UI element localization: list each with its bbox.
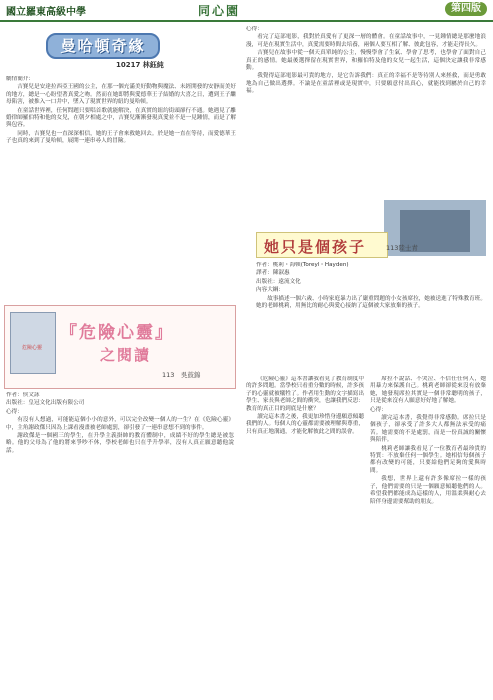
paragraph: 有沒有人想過，可能能這個小小的意外，可以完全改變一個人的一生？在《危險心靈》中，主角謝政傑只因為上課看漫畫被老師處罰，卻引發了一連串意想不到的事件。 — [6, 417, 234, 431]
article3-title: 她只是個孩子 — [264, 238, 367, 256]
article2-body-left — [6, 392, 234, 694]
article3-author: 113陸士青 — [386, 244, 418, 252]
paragraph: 我想，世界上還有許多像席拉一樣的孩子，他們需要的只是一個願意傾聽他們的人。希望我們都能成為這樣的人，用溫柔與耐心去陪伴身邊需要幫助的朋友。 — [370, 476, 486, 505]
paragraph: 作者：侯文詠 — [6, 392, 40, 398]
paragraph: 譯者：陳淑惠 — [256, 270, 290, 277]
paragraph: 同時，吉賽兒也一直深深相信，她的王子會來救她回去。於是她一直在等待，而愛德華王子也真的來到了曼哈頓，展開一連串尋人的冒險。 — [6, 130, 236, 145]
article3-body-top — [256, 262, 486, 372]
article1-body-left — [6, 76, 236, 301]
paragraph: 看完了這部電影，我對於真愛有了更深一層的體會。在童話故事中，一見鍾情總是那麼地浪漫，可是在現實生活中，真愛需要時間去培養，兩個人要互相了解、彼此包容，才能走得長久。 — [246, 34, 486, 48]
paragraph: 讀完這本書，我覺得非常感動。席拉只是個孩子，卻承受了許多大人都無法承受的痛苦。她需要的不是處罰，而是一份真誠的關懷與陪伴。 — [370, 415, 486, 444]
school-name: 國立羅東高級中學 — [6, 7, 86, 18]
paragraph: 席拉不說話、不哭泣、不信任任何人，她用暴力來保護自己。桃莉老師卻從來沒有放棄她，她發現席拉其實是一個非常聰明的孩子，只是從來沒有人願意好好地了解她。 — [370, 376, 486, 405]
book-cover-label: 危險心靈 — [21, 345, 42, 351]
paragraph: 作者：桃莉・海頓(Toreyl・Hayden) — [256, 262, 349, 268]
article1-author: 10217 林鈺純 — [116, 61, 164, 69]
book-cover-image — [10, 312, 56, 374]
newsletter-title: 同心園 — [198, 4, 241, 18]
paragraph: 謝政傑是一個國三的學生，在升學主義掛帥的教育體制中，成績不好的學生總是被忽略。他的父母為了他的將來爭吵不休，學校老師也只在乎升學率，沒有人真正願意聽他說話。 — [6, 433, 234, 454]
paragraph: 吉賽兒是安達拉西亞王國的公主，在那一個充滿美好動物與魔法、未經開發的安靜而美好的地方，總是一心盼望著真愛之吻。然而在她即將與愛德華王子結婚的大喜之日，遭到王子繼母陷害，被推入一口井中，墜入了現實世界的紐約曼哈頓。 — [6, 84, 236, 106]
paragraph: 劇情簡介： — [6, 76, 34, 82]
article1-title: 曼哈頓奇緣 — [60, 37, 146, 55]
article2-author: 113 吳鼓錦 — [162, 371, 201, 379]
paragraph: 吉賽兒在故事中從一個天真單純的公主，慢慢學會了生氣、學會了思考，也學會了面對自己真正的感情。她最後選擇留在現實世界，和羅伯特及他的女兒一起生活，這個決定讓我非常感動。 — [246, 50, 486, 72]
paragraph: 心得： — [6, 408, 23, 415]
paragraph: 在童話世界裡，任何問題只要唱首歌就能解決，在真實的紐約街頭卻行不通。她遇見了離婚律師羅伯特和他的女兒，在朝夕相處之中，吉賽兒漸漸發現真愛並不是一見鍾情，而是了解與包容。 — [6, 107, 236, 129]
paragraph: 心得： — [370, 406, 387, 413]
article1-body-right — [246, 26, 486, 196]
article1-title-banner — [46, 33, 160, 59]
paragraph: 心得： — [246, 26, 263, 32]
paragraph: 我覺得這部電影最可貴的地方，是它告訴我們：真正的幸福不是等待別人來拯救，而是勇敢地為自己做出選擇。不論是在童話裡或是現實中，只要願意付出真心，就能找到屬於自己的幸福。 — [246, 73, 486, 95]
paragraph: 出版社：遠流文化 — [256, 278, 301, 285]
paragraph: 桃莉老師讓我看見了一位教育者最珍貴的特質：不放棄任何一個學生。她相信每個孩子都有改變的可能，只要給他們足夠的愛與時間。 — [370, 445, 486, 474]
paragraph: 內容大綱： — [256, 287, 284, 294]
paragraph: 故事描述一個六歲、小時家庭暴力出了嚴重問題的小女孩席拉，她被送進了特殊教育班。她的老師桃莉，用無比的耐心與愛心接納了這個被大家放棄的孩子。 — [256, 295, 486, 310]
article2-subtitle: 之閱讀 — [100, 346, 152, 364]
article3-body-bottom — [370, 376, 486, 694]
paragraph: 讀完這本書之後，我更加珍惜身邊願意傾聽我們的人。每個人的心靈都需要被理解與尊重，只有真正地溝通，才能化解彼此之間的誤會。 — [246, 414, 364, 435]
paragraph: 出版社：皇冠文化出版有限公司 — [6, 400, 85, 407]
paragraph: 《危險心靈》這本書讓我看見了教育制度中的許多問題。當學校只看重分數的時候，許多孩子的心靈就被犧牲了。作者用生動的文字描寫出學生、家長與老師之間的衝突，也讓我們反思：教育的真正目的到底是什麼？ — [246, 376, 364, 412]
article2-body-right — [246, 376, 364, 694]
article2-title: 『危險心靈』 — [60, 323, 174, 343]
page-number-badge: 第四版 — [445, 2, 487, 16]
